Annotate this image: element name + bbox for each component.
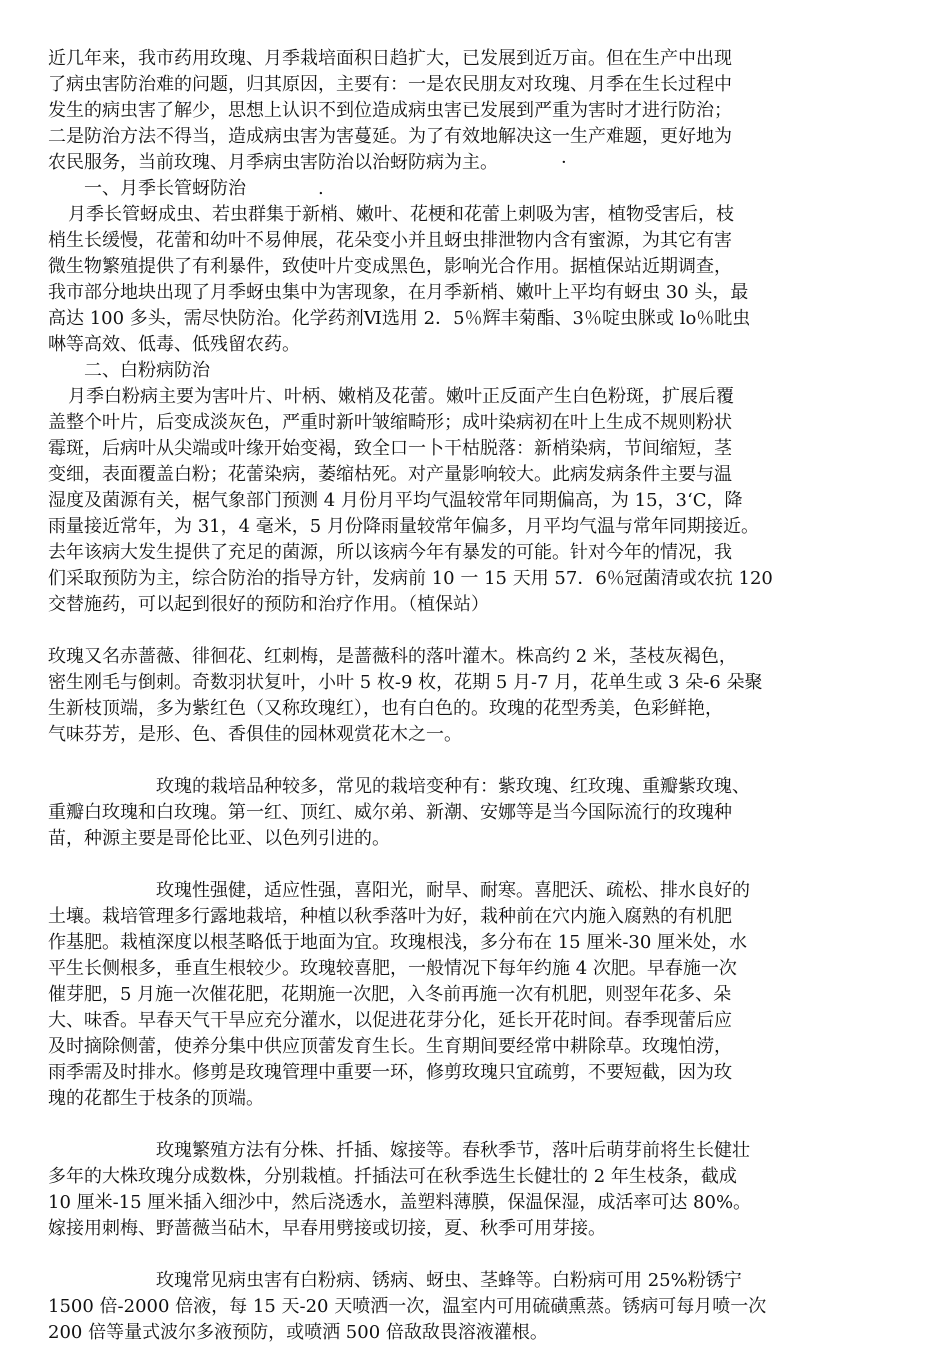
section-powdery-mildew [48, 358, 918, 618]
text-line: 们采取预防为主，综合防治的指导方针，发病前 10 一 15 天用 57．6％冠菌清或农抗 120 [48, 568, 773, 589]
text-line: 10 厘米-15 厘米插入细沙中，然后浇透水，盖塑料薄膜，保温保湿，成活率可达 80%。 [48, 1192, 752, 1213]
text-line: 1500 倍-2000 倍液，每 15 天-20 天喷洒一次，温室内可用硫磺熏蒸。锈病可每月喷一次 [48, 1296, 767, 1317]
text-line: 湿度及菌源有关，椐气象部门预测 4 月份月平均气温较常年同期偏高，为 15，3‘C，降 [48, 490, 743, 511]
text-line: 啉等高效、低毒、低残留农药。 [48, 334, 300, 355]
text-line: 生新枝顶端，多为紫红色（又称玫瑰红），也有白色的。玫瑰的花型秀美，色彩鲜艳， [48, 698, 723, 719]
text-line: 玫瑰又名赤蔷薇、徘徊花、红刺梅，是蔷薇科的落叶灌木。株高约 2 米，茎枝灰褐色， [48, 646, 737, 667]
text-line: 变细，表面覆盖白粉；花蕾染病，萎缩枯死。对产量影响较大。此病发病条件主要与温 [48, 464, 732, 485]
text-line: 及时摘除侧蕾，使养分集中供应顶蕾发育生长。生育期间要经常中耕除草。玫瑰怕涝， [48, 1036, 732, 1057]
text-line: 霉斑，后病叶从尖端或叶缘开始变褐，致全口一卜干枯脱落：新梢染病，节间缩短，茎 [48, 438, 732, 459]
rose-intro-paragraph [48, 644, 918, 748]
text-line: 作基肥。栽植深度以根茎略低于地面为宜。玫瑰根浅，多分布在 15 厘米-30 厘米处，水 [48, 932, 748, 953]
propagation-paragraph [48, 1138, 918, 1242]
text-line: 微生物繁殖提供了有利暴件，致使叶片变成黑色，影响光合作用。据植保站近期调查， [48, 256, 732, 277]
text-line: 重瓣白玫瑰和白玫瑰。第一红、顶红、威尔弟、新潮、安娜等是当今国际流行的玫瑰种 [48, 802, 732, 823]
text-line: 了病虫害防治难的问题，归其原因，主要有：一是农民朋友对玫瑰、月季在生长过程中 [48, 74, 732, 95]
text-line: 密生刚毛与倒刺。奇数羽状复叶，小叶 5 枚-9 枚，花期 5 月-7 月，花单生或 3 朵-6 朵聚 [48, 672, 763, 693]
text-line: 雨季需及时排水。修剪是玫瑰管理中重要一环，修剪玫瑰只宜疏剪，不要短截，因为玫 [48, 1062, 732, 1083]
pests-paragraph [48, 1268, 918, 1346]
text-line: 我市部分地块出现了月季蚜虫集中为害现象，在月季新梢、嫩叶上平均有蚜虫 30 头，最 [48, 282, 749, 303]
paragraph-spacer [48, 618, 918, 644]
cultivation-paragraph [48, 878, 918, 1112]
text-line: 玫瑰常见病虫害有白粉病、锈病、蚜虫、茎蜂等。白粉病可用 25%粉锈宁 [156, 1270, 742, 1291]
document-body [48, 46, 918, 1346]
text-line: 苗，种源主要是哥伦比亚、以色列引进的。 [48, 828, 390, 849]
text-line: 平生长侧根多，垂直生根较少。玫瑰较喜肥，一般情况下每年约施 4 次肥。早春施一次 [48, 958, 737, 979]
text-line: 气味芬芳，是形、色、香俱佳的园林观赏花木之一。 [48, 724, 462, 745]
text-line: 交替施药，可以起到很好的预防和治疗作用。（植保站） [48, 594, 489, 615]
section-heading: 一、月季长管蚜防治 . [84, 178, 324, 199]
text-line: 瑰的花都生于枝条的顶端。 [48, 1088, 264, 1109]
text-line: 玫瑰性强健，适应性强，喜阳光，耐旱、耐寒。喜肥沃、疏松、排水良好的 [156, 880, 750, 901]
text-line: 去年该病大发生提供了充足的菌源，所以该病今年有暴发的可能。针对今年的情况，我 [48, 542, 732, 563]
text-line: 梢生长缓慢，花蕾和幼叶不易伸展，花朵变小并且蚜虫排泄物内含有蜜源，为其它有害 [48, 230, 732, 251]
text-line: 催芽肥，5 月施一次催花肥，花期施一次肥，入冬前再施一次有机肥，则翌年花多、朵 [48, 984, 732, 1005]
text-line: 发生的病虫害了解少，思想上认识不到位造成病虫害已发展到严重为害时才进行防治； [48, 100, 732, 121]
text-line: 二是防治方法不得当，造成病虫害为害蔓延。为了有效地解决这一生产难题，更好地为 [48, 126, 732, 147]
text-line: 高达 100 多头，需尽快防治。化学药剂Ⅵ选用 2．5％辉丰菊酯、3％啶虫脒或 lo％吡虫 [48, 308, 751, 329]
paragraph-spacer [48, 852, 918, 878]
text-line: 多年的大株玫瑰分成数株，分别栽植。扦插法可在秋季选生长健壮的 2 年生枝条，截成 [48, 1166, 737, 1187]
paragraph-spacer [48, 748, 918, 774]
text-line: 土壤。栽培管理多行露地栽培，种植以秋季落叶为好，栽种前在穴内施入腐熟的有机肥 [48, 906, 732, 927]
text-line: 嫁接用刺梅、野蔷薇当砧木，早春用劈接或切接，夏、秋季可用芽接。 [48, 1218, 606, 1239]
intro-paragraph [48, 46, 918, 176]
varieties-paragraph [48, 774, 918, 852]
text-line: 玫瑰繁殖方法有分株、扦插、嫁接等。春秋季节，落叶后萌芽前将生长健壮 [156, 1140, 750, 1161]
paragraph-spacer [48, 1242, 918, 1268]
text-line: 月季长管蚜成虫、若虫群集于新梢、嫩叶、花梗和花蕾上刺吸为害，植物受害后，枝 [68, 204, 734, 225]
text-line: 200 倍等量式波尔多液预防，或喷洒 500 倍敌敌畏溶液灌根。 [48, 1322, 548, 1343]
text-line: 近几年来，我市药用玫瑰、月季栽培面积日趋扩大，已发展到近万亩。但在生产中出现 [48, 48, 732, 69]
section-heading: 二、白粉病防治 [84, 360, 210, 381]
paragraph-spacer [48, 1112, 918, 1138]
text-line: 大、味香。早春天气干旱应充分灌水，以促进花芽分化，延长开花时间。春季现蕾后应 [48, 1010, 732, 1031]
text-line: 雨量接近常年，为 31，4 毫米，5 月份降雨量较常年偏多，月平均气温与常年同期接近。 [48, 516, 759, 537]
text-line: 玫瑰的栽培品种较多，常见的栽培变种有：紫玫瑰、红玫瑰、重瓣紫玫瑰、 [156, 776, 750, 797]
text-line: 农民服务，当前玫瑰、月季病虫害防治以治蚜防病为主。 · [48, 152, 567, 173]
section-aphid-control [48, 176, 918, 358]
text-line: 盖整个叶片，后变成淡灰色，严重时新叶皱缩畸形；成叶染病初在叶上生成不规则粉状 [48, 412, 732, 433]
text-line: 月季白粉病主要为害叶片、叶柄、嫩梢及花蕾。嫩叶正反面产生白色粉斑，扩展后覆 [68, 386, 734, 407]
